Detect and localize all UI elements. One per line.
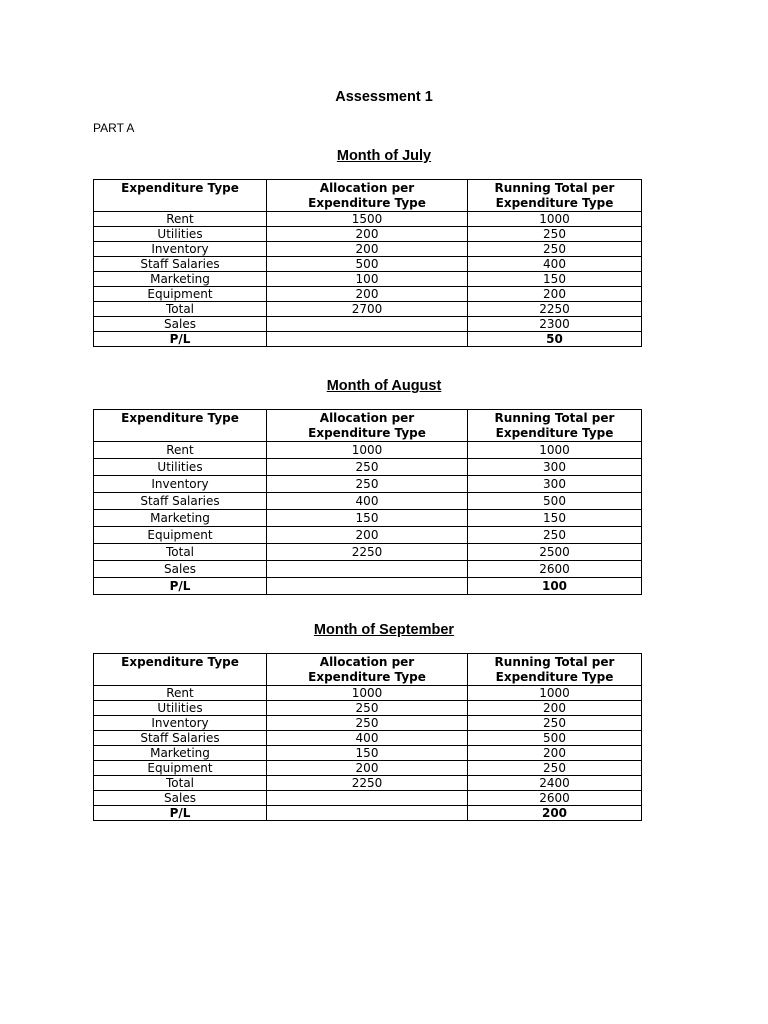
cell-expenditure-type: Sales [94, 317, 267, 332]
sales-row [94, 791, 642, 806]
cell-running-total: 1000 [468, 442, 642, 459]
cell-running-total: 150 [468, 510, 642, 527]
cell-expenditure-type: P/L [94, 578, 267, 595]
cell-allocation: 1000 [267, 442, 468, 459]
cell-expenditure-type: Rent [94, 686, 267, 701]
header-expenditure-type: Expenditure Type [94, 180, 267, 212]
cell-running-total: 250 [468, 527, 642, 544]
table-row [94, 510, 642, 527]
cell-running-total: 250 [468, 716, 642, 731]
cell-running-total: 250 [468, 242, 642, 257]
cell-expenditure-type: Inventory [94, 476, 267, 493]
header-expenditure-type: Expenditure Type [94, 654, 267, 686]
budget-table-july [93, 179, 642, 347]
table-row [94, 716, 642, 731]
pl-row [94, 578, 642, 595]
cell-allocation: 200 [267, 527, 468, 544]
cell-running-total: 300 [468, 459, 642, 476]
cell-expenditure-type: Rent [94, 442, 267, 459]
cell-allocation: 200 [267, 227, 468, 242]
table-row [94, 493, 642, 510]
budget-table-august [93, 409, 642, 595]
pl-row [94, 332, 642, 347]
pl-row [94, 806, 642, 821]
cell-expenditure-type: Staff Salaries [94, 257, 267, 272]
header-running-total: Running Total per Expenditure Type [468, 654, 642, 686]
cell-allocation: 150 [267, 746, 468, 761]
cell-running-total: 500 [468, 493, 642, 510]
month-title-july: Month of July [336, 148, 432, 164]
cell-allocation [267, 806, 468, 821]
document-title: Assessment 1 [335, 89, 433, 105]
header-row [94, 410, 642, 442]
cell-allocation: 2250 [267, 544, 468, 561]
sales-row [94, 561, 642, 578]
cell-expenditure-type: Marketing [94, 510, 267, 527]
cell-expenditure-type: Equipment [94, 287, 267, 302]
cell-expenditure-type: Marketing [94, 272, 267, 287]
header-expenditure-type: Expenditure Type [94, 410, 267, 442]
cell-allocation: 2700 [267, 302, 468, 317]
cell-running-total: 250 [468, 761, 642, 776]
cell-expenditure-type: Staff Salaries [94, 731, 267, 746]
cell-running-total: 1000 [468, 686, 642, 701]
cell-running-total: 2250 [468, 302, 642, 317]
table-row [94, 459, 642, 476]
cell-allocation: 2250 [267, 776, 468, 791]
cell-allocation: 100 [267, 272, 468, 287]
cell-allocation: 1000 [267, 686, 468, 701]
header-allocation: Allocation per Expenditure Type [267, 410, 468, 442]
table-row [94, 701, 642, 716]
table-row [94, 242, 642, 257]
cell-allocation [267, 317, 468, 332]
cell-running-total: 200 [468, 287, 642, 302]
cell-running-total: 2300 [468, 317, 642, 332]
table-row [94, 212, 642, 227]
header-row [94, 654, 642, 686]
cell-expenditure-type: Utilities [94, 701, 267, 716]
cell-running-total: 200 [468, 701, 642, 716]
cell-expenditure-type: P/L [94, 806, 267, 821]
table-row [94, 686, 642, 701]
cell-running-total: 400 [468, 257, 642, 272]
cell-expenditure-type: Staff Salaries [94, 493, 267, 510]
total-row [94, 776, 642, 791]
cell-running-total: 200 [468, 746, 642, 761]
cell-expenditure-type: Rent [94, 212, 267, 227]
table-row [94, 227, 642, 242]
budget-table-september [93, 653, 642, 821]
table-row [94, 746, 642, 761]
cell-expenditure-type: Inventory [94, 242, 267, 257]
table-row [94, 442, 642, 459]
month-title-august: Month of August [326, 378, 442, 394]
cell-running-total: 2500 [468, 544, 642, 561]
cell-running-total: 200 [468, 806, 642, 821]
part-label: PART A [93, 121, 135, 135]
cell-expenditure-type: Marketing [94, 746, 267, 761]
cell-expenditure-type: Utilities [94, 227, 267, 242]
total-row [94, 544, 642, 561]
cell-expenditure-type: Inventory [94, 716, 267, 731]
cell-allocation [267, 578, 468, 595]
header-row [94, 180, 642, 212]
cell-running-total: 2600 [468, 561, 642, 578]
total-row [94, 302, 642, 317]
table-row [94, 272, 642, 287]
cell-running-total: 150 [468, 272, 642, 287]
cell-allocation: 1500 [267, 212, 468, 227]
cell-running-total: 50 [468, 332, 642, 347]
table-row [94, 287, 642, 302]
cell-expenditure-type: Sales [94, 561, 267, 578]
cell-expenditure-type: Equipment [94, 527, 267, 544]
cell-allocation: 250 [267, 476, 468, 493]
cell-running-total: 300 [468, 476, 642, 493]
month-title-september: Month of September [313, 622, 455, 638]
cell-allocation [267, 561, 468, 578]
cell-expenditure-type: Total [94, 544, 267, 561]
cell-allocation: 400 [267, 493, 468, 510]
cell-expenditure-type: Utilities [94, 459, 267, 476]
cell-running-total: 100 [468, 578, 642, 595]
cell-allocation: 250 [267, 459, 468, 476]
cell-expenditure-type: Equipment [94, 761, 267, 776]
cell-expenditure-type: Total [94, 302, 267, 317]
cell-running-total: 250 [468, 227, 642, 242]
cell-allocation: 200 [267, 761, 468, 776]
cell-running-total: 2600 [468, 791, 642, 806]
cell-running-total: 500 [468, 731, 642, 746]
cell-allocation: 250 [267, 701, 468, 716]
sales-row [94, 317, 642, 332]
header-allocation: Allocation per Expenditure Type [267, 654, 468, 686]
table-row [94, 761, 642, 776]
cell-expenditure-type: P/L [94, 332, 267, 347]
cell-allocation: 250 [267, 716, 468, 731]
cell-allocation [267, 332, 468, 347]
header-running-total: Running Total per Expenditure Type [468, 410, 642, 442]
header-running-total: Running Total per Expenditure Type [468, 180, 642, 212]
cell-allocation: 150 [267, 510, 468, 527]
cell-running-total: 1000 [468, 212, 642, 227]
table-row [94, 476, 642, 493]
cell-allocation: 500 [267, 257, 468, 272]
table-row [94, 257, 642, 272]
cell-allocation: 400 [267, 731, 468, 746]
cell-expenditure-type: Sales [94, 791, 267, 806]
table-row [94, 731, 642, 746]
cell-allocation: 200 [267, 287, 468, 302]
cell-expenditure-type: Total [94, 776, 267, 791]
header-allocation: Allocation per Expenditure Type [267, 180, 468, 212]
cell-allocation [267, 791, 468, 806]
cell-running-total: 2400 [468, 776, 642, 791]
table-row [94, 527, 642, 544]
cell-allocation: 200 [267, 242, 468, 257]
